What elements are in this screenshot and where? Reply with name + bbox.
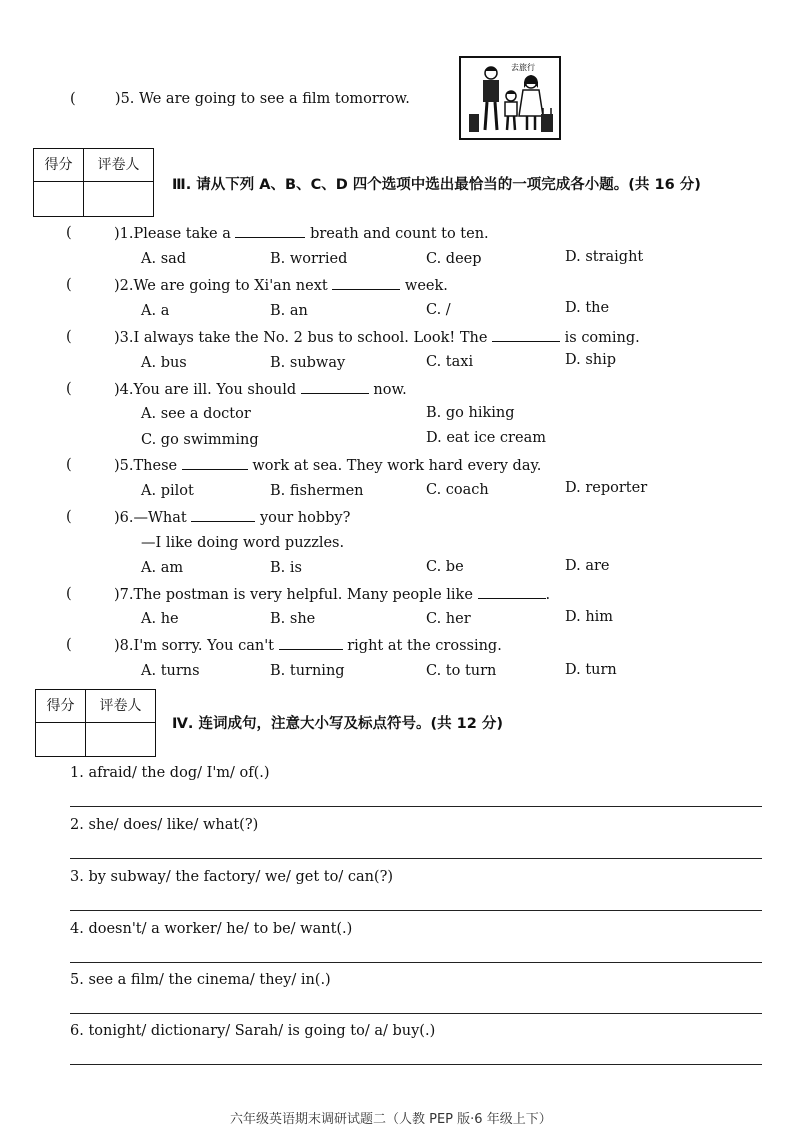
paren-open: (	[66, 457, 72, 473]
answer-line-5[interactable]	[70, 1013, 762, 1014]
item-number: 5.	[120, 91, 135, 107]
fill-blank[interactable]	[332, 277, 400, 290]
q7-option-a[interactable]: A. he	[141, 611, 179, 627]
q6-option-b[interactable]: B. is	[270, 560, 302, 576]
q5-option-d[interactable]: D. reporter	[565, 480, 648, 496]
score-input[interactable]	[34, 182, 84, 216]
score-label: 得分	[34, 149, 84, 182]
question-7-stem: )7.The postman is very helpful. Many people like .	[114, 587, 551, 603]
answer-line-4[interactable]	[70, 962, 762, 963]
question-6-reply: —I like doing word puzzles.	[141, 535, 345, 551]
question-3-stem: )3.I always take the No. 2 bus to school. Look! The is coming.	[114, 330, 640, 346]
q1-option-a[interactable]: A. sad	[141, 251, 187, 267]
q3-option-a[interactable]: A. bus	[141, 355, 187, 371]
picture-caption: 去旅行	[511, 63, 535, 72]
paren-open: (	[66, 277, 72, 293]
reorder-item-4: 4. doesn't/ a worker/ he/ to be/ want(.)	[70, 921, 353, 937]
q6-option-a[interactable]: A. am	[141, 560, 184, 576]
s2-item5: ( )5. We are going to see a film tomorrow.	[70, 91, 410, 107]
q2-option-a[interactable]: A. a	[141, 303, 170, 319]
fill-blank[interactable]	[182, 457, 248, 470]
q3-option-d[interactable]: D. ship	[565, 352, 617, 368]
q1-option-d[interactable]: D. straight	[565, 249, 644, 265]
fill-blank[interactable]	[478, 586, 546, 599]
q4-option-b[interactable]: B. go hiking	[426, 405, 515, 421]
q5-option-c[interactable]: C. coach	[426, 482, 489, 498]
answer-line-1[interactable]	[70, 806, 762, 807]
q7-option-d[interactable]: D. him	[565, 609, 614, 625]
fill-blank[interactable]	[191, 509, 255, 522]
fill-blank[interactable]	[492, 329, 560, 342]
q8-option-b[interactable]: B. turning	[270, 663, 345, 679]
q4-option-d[interactable]: D. eat ice cream	[426, 430, 546, 446]
fill-blank[interactable]	[235, 225, 305, 238]
q4-option-c[interactable]: C. go swimming	[141, 432, 259, 448]
fill-blank[interactable]	[279, 637, 343, 650]
q8-option-a[interactable]: A. turns	[141, 663, 200, 679]
question-8-stem: )8.I'm sorry. You can't right at the crossing.	[114, 638, 502, 654]
q6-option-d[interactable]: D. are	[565, 558, 610, 574]
reorder-item-3: 3. by subway/ the factory/ we/ get to/ can(?)	[70, 869, 394, 885]
score-input[interactable]	[36, 723, 86, 756]
question-4-stem: )4.You are ill. You should now.	[114, 382, 407, 398]
section4-title: Ⅳ. 连词成句，注意大小写及标点符号。(共 12 分)	[172, 716, 504, 732]
fill-blank[interactable]	[301, 381, 369, 394]
paren-open: (	[66, 637, 72, 653]
q6-option-c[interactable]: C. be	[426, 559, 464, 575]
reorder-item-5: 5. see a film/ the cinema/ they/ in(.)	[70, 972, 331, 988]
grader-label: 评卷人	[86, 690, 155, 723]
q5-option-b[interactable]: B. fishermen	[270, 483, 364, 499]
page-footer: 六年级英语期末调研试题二（人教 PEP 版·6 年级上下）	[230, 1112, 552, 1127]
q1-option-b[interactable]: B. worried	[270, 251, 348, 267]
q1-option-c[interactable]: C. deep	[426, 251, 482, 267]
section3-title: Ⅲ. 请从下列 A、B、C、D 四个选项中选出最恰当的一项完成各小题。(共 16 分)	[172, 177, 701, 193]
q3-option-b[interactable]: B. subway	[270, 355, 346, 371]
grader-label: 评卷人	[84, 149, 153, 182]
reorder-item-2: 2. she/ does/ like/ what(?)	[70, 817, 259, 833]
answer-line-2[interactable]	[70, 858, 762, 859]
family-travel-illustration	[461, 58, 559, 138]
paren-open: (	[66, 329, 72, 345]
q2-option-d[interactable]: D. the	[565, 300, 610, 316]
paren-open: (	[66, 586, 72, 602]
q7-option-b[interactable]: B. she	[270, 611, 316, 627]
question-6-stem: )6.—What your hobby?	[114, 510, 351, 526]
question-5-stem: )5.These work at sea. They work hard every day.	[114, 458, 542, 474]
paren-open: (	[70, 91, 76, 107]
q2-option-b[interactable]: B. an	[270, 303, 308, 319]
answer-line-3[interactable]	[70, 910, 762, 911]
question-1: (	[66, 225, 72, 241]
q4-option-a[interactable]: A. see a doctor	[141, 406, 251, 422]
paren-open: (	[66, 381, 72, 397]
score-box-section4	[35, 689, 156, 757]
reorder-item-6: 6. tonight/ dictionary/ Sarah/ is going to/ a/ buy(.)	[70, 1023, 436, 1039]
reorder-item-1: 1. afraid/ the dog/ I'm/ of(.)	[70, 765, 270, 781]
q5-option-a[interactable]: A. pilot	[141, 483, 194, 499]
grader-input[interactable]	[86, 723, 155, 756]
question-2-stem: )2.We are going to Xi'an next week.	[114, 278, 448, 294]
grader-input[interactable]	[84, 182, 153, 216]
q8-option-d[interactable]: D. turn	[565, 662, 617, 678]
paren-open: (	[66, 509, 72, 525]
item-text: We are going to see a film tomorrow.	[139, 91, 410, 107]
score-box-section3	[33, 148, 154, 217]
q3-option-c[interactable]: C. taxi	[426, 354, 474, 370]
travel-picture	[459, 56, 561, 140]
q8-option-c[interactable]: C. to turn	[426, 663, 497, 679]
question-1-stem: )1.Please take a breath and count to ten.	[114, 226, 489, 242]
answer-line-6[interactable]	[70, 1064, 762, 1065]
q2-option-c[interactable]: C. /	[426, 302, 451, 318]
score-label: 得分	[36, 690, 86, 723]
q7-option-c[interactable]: C. her	[426, 611, 471, 627]
